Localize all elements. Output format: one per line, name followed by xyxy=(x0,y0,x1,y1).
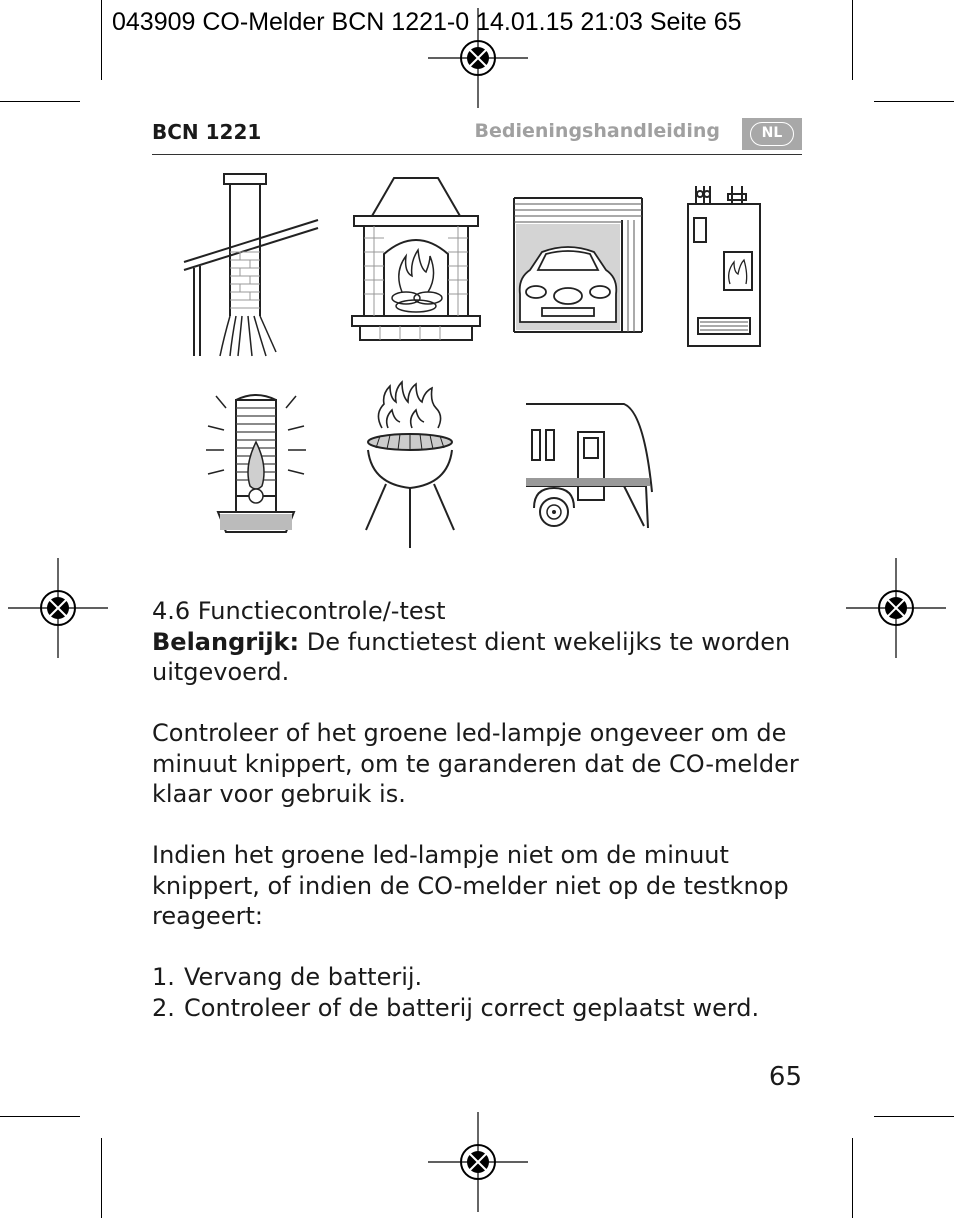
crop-mark xyxy=(852,1138,853,1218)
registration-mark-icon xyxy=(428,1112,528,1212)
check-instruction: Controleer of het groene led-lampje ongeveer om de minuut knippert, om te garanderen dat de CO-melder klaar voor gebruik is. xyxy=(152,719,799,808)
boiler-icon xyxy=(684,180,764,350)
crop-mark xyxy=(852,0,853,80)
chimney-icon xyxy=(180,172,322,358)
steps-list xyxy=(152,962,812,1023)
registration-mark-icon xyxy=(428,8,528,108)
registration-mark-icon xyxy=(8,558,108,658)
barbecue-grill-icon xyxy=(360,380,460,550)
registration-mark-icon xyxy=(846,558,946,658)
crop-mark xyxy=(101,0,102,80)
page-header xyxy=(152,118,802,155)
step-text: Vervang de batterij. xyxy=(184,963,423,991)
important-text: De functietest dient wekelijks te worden uitgevoerd. xyxy=(152,627,791,686)
document-id: BCN 1221 xyxy=(152,120,262,144)
language-code: NL xyxy=(750,122,794,146)
document-type: Bedieningshandleiding xyxy=(474,120,720,142)
crop-mark xyxy=(101,1138,102,1218)
crop-mark xyxy=(0,101,80,102)
section-heading: 4.6 Functiecontrole/-test xyxy=(152,597,446,625)
section-content xyxy=(152,596,812,1023)
important-label: Belangrijk: xyxy=(152,627,300,656)
step-number: 1. xyxy=(152,963,175,991)
page-number: 65 xyxy=(768,1062,802,1092)
fireplace-icon xyxy=(350,176,482,342)
crop-mark xyxy=(874,1116,954,1117)
caravan-icon xyxy=(524,396,654,536)
crop-mark xyxy=(874,101,954,102)
language-badge xyxy=(742,118,802,150)
list-item xyxy=(152,962,812,993)
print-slug: 043909 CO-Melder BCN 1221-0 14.01.15 21:03 Seite 65 xyxy=(112,8,742,36)
step-number: 2. xyxy=(152,993,175,1022)
garage-car-icon xyxy=(512,196,644,336)
failure-condition: Indien het groene led-lampje niet om de minuut knippert, of indien de CO-melder niet op de testknop reageert: xyxy=(152,841,789,930)
gas-lantern-icon xyxy=(204,386,308,536)
list-item xyxy=(152,993,812,1024)
important-note xyxy=(152,627,812,688)
crop-mark xyxy=(0,1116,80,1117)
step-text: Controleer of de batterij correct geplaatst werd. xyxy=(184,993,760,1022)
